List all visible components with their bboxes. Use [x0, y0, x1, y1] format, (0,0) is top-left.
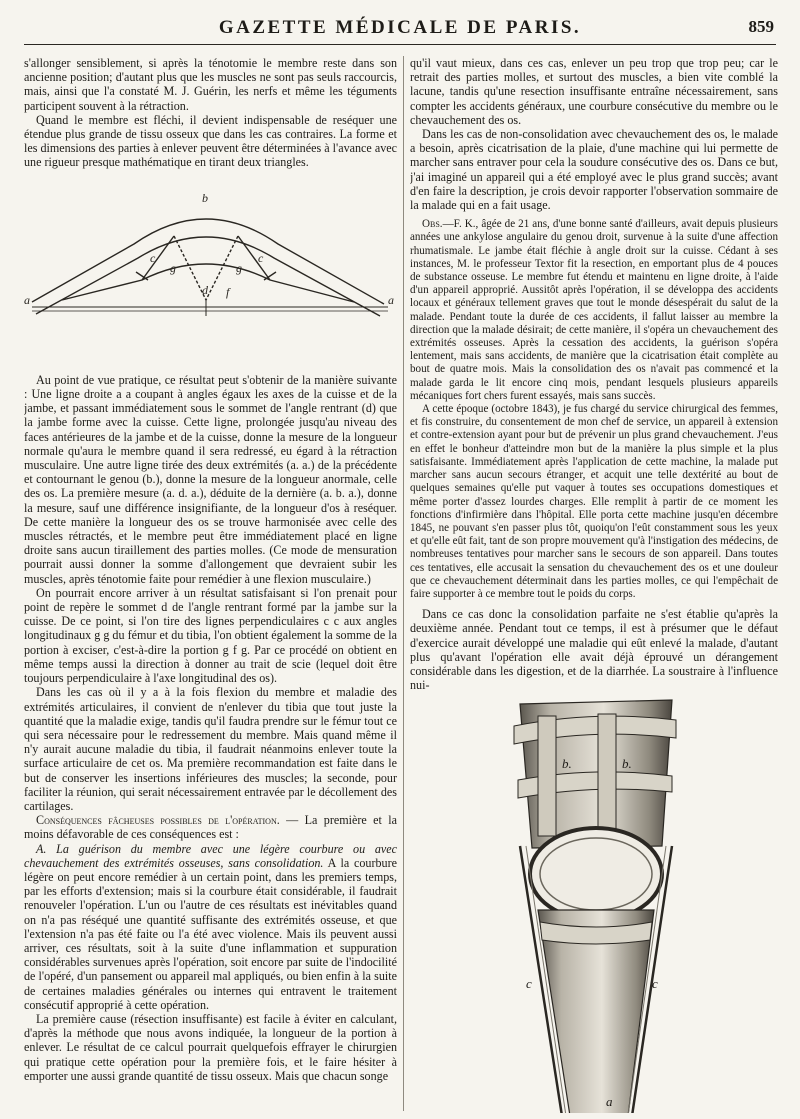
paragraph: qu'il vaut mieux, dans ces cas, enlever un peu trop que trop peu; car le retrait des parties molles, et surtout des muscles, a bien vite comblé la lacune, tandis qu'une resection insuffisante entraîne nécessairement, sans compter les accidents généraux, une courbure consécutive du membre ou le chevauchement des os. — [410, 56, 778, 127]
fig2-label-b-right: b. — [622, 756, 632, 772]
left-column — [24, 56, 397, 1113]
column-divider — [403, 56, 404, 1111]
fig1-label-g-left: g — [170, 260, 176, 275]
fig2-label-a: a — [606, 1094, 613, 1110]
knee-resection-diagram — [24, 176, 397, 366]
right-column — [410, 56, 778, 1113]
fig1-label-d: d — [202, 282, 208, 297]
paragraph: La première cause (résection insuffisante) est facile à éviter en calculant, d'après la méthode que nous avons indiquée, la longueur de la portion à enlever. Le résultat de ce calcul pourrait quelquefois effrayer le chirurgien qui pratique cette opération pour la première fois, et le faire hésiter à emporter une aussi grande quantité de tissu osseux. Mais que chacun songe — [24, 1011, 397, 1083]
observation-paragraph: Obs.—F. K., âgée de 21 ans, d'une bonne santé d'ailleurs, avait depuis plusieurs années une ankylose angulaire du genou droit, survenue à la suite d'une affection rhumatismale. Le jambe était fléchie à angle droit sur la cuisse. Cédant à ses instances, M. le professeur Textor fit la resection, en emportant plus de 4 pouces de substance osseuse. Le membre fut étendu et maintenu en ligne droite, à l'aide d'un appareil approprié. Aussitôt après l'opération, il se développa des accidents locaux et généraux tellement graves que tout le monde désespérait du salut de la malade. Pendant toute la durée de ces accidents, il fallut laisser au membre la direction que la malade désirait; de cette manière, il s'opéra un chevauchement des extrémités osseuses. Après la cessation des accidents, la guérison s'opéra lentement, mais sans accidents, de manière que la cicatrisation était complète au bout de quatre mois. Mais la consolidation des os n'avait pas commencé et la malade garda le lit encore cinq mois, pendant lesquels plusieurs appareils mécaniques fort chers furent essayés, mais sans succès. — [410, 218, 778, 402]
page-header — [24, 14, 776, 45]
fig1-label-g-right: g — [236, 260, 242, 275]
paragraph: Dans les cas de non-consolidation avec chevauchement des os, le malade a besoin, après cicatrisation de la plaie, d'une machine qui lui permette de marcher sans entraver pour cela la soudure consécutive des os. Dans ce but, j'ai imaginé un appareil qui a été employé avec le plus grand succès; avant d'en faire la description, je crois devoir rapporter l'observation sommaire de la malade qui en a fait usage. — [410, 127, 778, 213]
paragraph: Au point de vue pratique, ce résultat peut s'obtenir de la manière suivante : Une ligne droite a a coupant à angles égaux les axes de la cuisse et de la jambe, et passant immédiatement sous le sommet de l'angle rentrant (d) que la jambe forme avec la cuisse. Cette ligne, prolongée jusqu'au niveau des faces antérieures de la jambe et de la cuisse, donne la mesure de la longueur normale qu'aura le membre quand il sera redressé, eu égard à la rétraction musculaire. Une autre ligne tirée des deux extrémités (a. a.) de la précédente et contournant le genou (b.), donne la mesure de la longueur anormale, celle des os. La première mesure (a. d. a.), déduite de la dernière (a. b. a.), donne la mesure, sauf une différence insignifiante, de la longueur d'os à reséquer. De cette manière la longueur des os se trouve harmonisée avec celle des muscles rétractés, et le membre peut être immédiatement placé en ligne droite sans aucun tiraillement des parties molles. (Ce mode de mensuration pourrait aussi donner la somme d'allongement que devraient subir les muscles, après ténotomie faite pour remédier à une flexion musculaire.) — [24, 372, 397, 586]
fig1-label-a-left: a — [24, 292, 30, 307]
fig1-label-b: b — [202, 190, 208, 205]
paragraph: On pourrait encore arriver à un résultat satisfaisant si l'on prenait pour point de repère le sommet d de l'angle rentrant formé par la jambe sur la cuisse. De ce point, si l'on tire des lignes perpendiculaires c c aux angles longitudinaux g g du fémur et du tibia, l'on obtient également la somme de la portion à exciser, c'est-à-dire la portion g f g. Par ce procédé on obtient en même temps aussi la direction à donner au trait de scie (lequel doit être toujours perpendiculaire à l'axe longitudinal des os). — [24, 585, 397, 686]
paragraph: A. La guérison du membre avec une légère courbure ou avec chevauchement des extrémités osseuses, sans consolidation. A la courbure légère on peut encore remédier à un certain point, dans les premiers temps, par les efforts d'extension; mais si la courbure était considérable, il faudrait renouveler l'opération. L'un ou l'autre de ces résultats est inévitables quand on n'a pas réséqué une quantité suffisante des extrémités osseuse, et que l'extension n'a pas été faite ou l'a été avec violence. Mais ils peuvent aussi arriver, ces résultats, soit à la suite d'une inflammation et suppuration considérables survenues après l'opération, soit encore par suite de l'indocilité de l'opéré, d'un pansement ou appareil mal appliqués, ou bien enfin à la suite de certaines maladies générales ou internes qui entravent le traitement consécutif approprié à cette opération. — [24, 841, 397, 1012]
paragraph: Dans ce cas donc la consolidation parfaite ne s'est établie qu'après la deuxième année. Pendant tout ce temps, il est à présumer que le défaut d'exercice aurait développé une maladie qui eût enlevé la malade, d'autant plus qu'avant l'opération elle avait déjà éprouvé un dérangement considérable dans les digestion, et de la diarrhée. La soustraire à l'influence nui- — [410, 607, 778, 693]
fig1-label-c-right: c — [258, 250, 264, 265]
section-heading: Conséquences fâcheuses possibles de l'opération. — [36, 813, 280, 828]
observation-paragraph: A cette époque (octobre 1843), je fus chargé du service chirurgical des femmes, et fis construire, du consentement de mon chef de service, un appareil à extension et contre-extension ayant pour but de prévenir un plus grand chevauchement. J'eus en effet le bonheur d'atteindre mon but de la manière la plus simple et la plus satisfaisante. Immédiatement après l'application de cette machine, la malade put marcher sans aucun secours étranger, et acquit une telle dextérité au bout de quelques semaines qu'elle put vaquer à toutes ses occupations domestiques et même porter d'assez lourdes charges. Elle remplit à partir de ce moment les fonctions d'infirmière dans l'hôpital. Elle porta cette machine jusqu'en décembre 1845, ne pouvant s'en passer plus tôt, quoiqu'on l'eût constamment sous les yeux et qu'elle eût fait, tant de son propre mouvement qu'à l'instigation des médecins, de nombreuses tentatives pour marcher sans le secours de son appareil. Dans toutes ces tentatives, elle accusait la sensation du chevauchement des os et une douleur que ce chevauchement déterminait dans les parties molles, ce qui l'empêchait de faire supporter à ce membre tout le poids du corps. — [410, 403, 778, 600]
leg-brace-apparatus-illustration — [410, 696, 778, 1113]
fig2-label-b-left: b. — [562, 756, 572, 772]
fig2-label-c-left: c — [526, 976, 532, 992]
paragraph: s'allonger sensiblement, si après la ténotomie le membre reste dans son ancienne position; d'autant plus que les muscles ne sont pas seuls raccourcis, mais, ainsi que l'a constaté M. J. Guérin, les nerfs et même les téguments participent souvent à la rétraction. — [24, 56, 397, 113]
paragraph: Conséquences fâcheuses possibles de l'opération. — La première et la moins défavorable de ces conséquences est : — [24, 813, 397, 842]
observation-label: Obs.—F. K. — [422, 218, 476, 231]
case-heading: A. La guérison du membre avec une légère courbure ou avec chevauchement des extrémités osseuses, sans consolidation. — [24, 841, 397, 870]
fig1-label-a-right: a — [388, 292, 394, 307]
page-number: 859 — [748, 17, 774, 36]
fig1-label-c-left: c — [150, 250, 156, 265]
paragraph: Quand le membre est fléchi, il devient indispensable de reséquer une étendue plus grande de tissu osseux que dans les cas contraires. La forme et les dimensions des parties à enlever peuvent être déterminées à l'avance avec une rigueur presque mathématique en tirant deux triangles. — [24, 112, 397, 170]
fig1-label-f: f — [226, 284, 230, 299]
journal-title: GAZETTE MÉDICALE DE PARIS. — [218, 17, 582, 38]
paragraph: Dans les cas où il y a à la fois flexion du membre et maladie des extrémités articulaires, il convient de n'enlever du tibia que tout juste la quantité que la maladie exige, tandis qu'il faudra prendre sur le fémur tout ce qui sera nécessaire pour le redressement du membre. Mais quand même il n'y aurait aucune maladie du tibia, il faudrait néanmoins enlever toute la surface articulaire de cet os. Ma première recommandation est faite dans le but de conserver les insertions inférieures des muscles; la seconde, pour faciliter la réunion, qui serait nécessairement entravée par le décollement des cartilages. — [24, 685, 397, 813]
fig2-label-c-right: c — [652, 976, 658, 992]
